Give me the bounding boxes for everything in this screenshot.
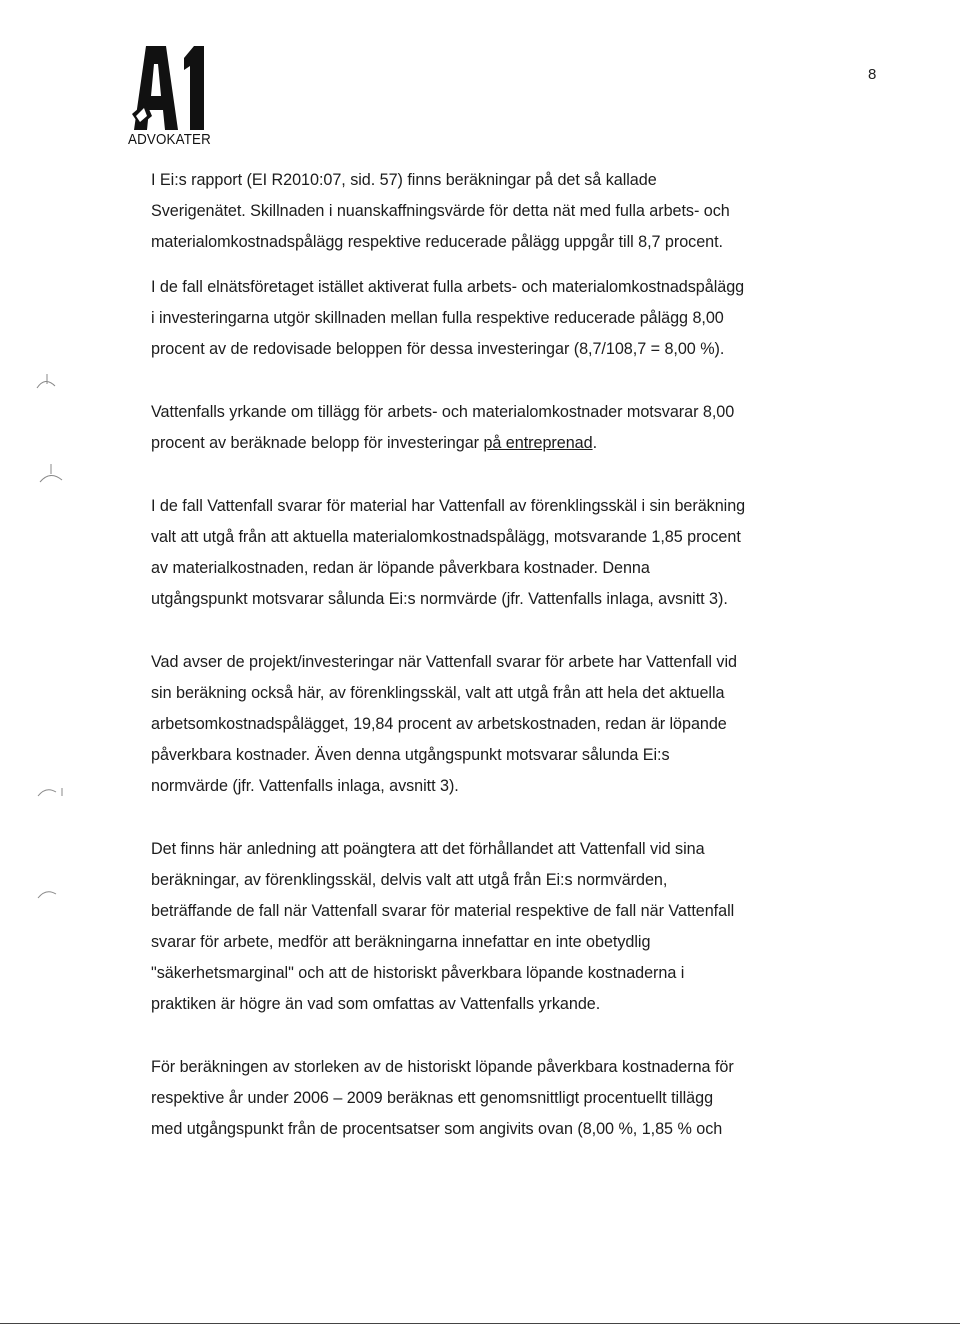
text-line: svarar för arbete, medför att beräkningarna innefattar en inte obetydlig bbox=[151, 933, 651, 951]
text-line: sin beräkning också här, av förenklingsskäl, valt att utgå från att hela det aktuella bbox=[151, 684, 725, 702]
paragraph bbox=[151, 397, 851, 459]
document-body bbox=[151, 165, 851, 1177]
text-line: respektive år under 2006 – 2009 beräknas ett genomsnittligt procentuellt tillägg bbox=[151, 1089, 714, 1107]
logo-wordmark: ADVOKATER bbox=[128, 132, 211, 148]
underlined-text: på entreprenad bbox=[483, 434, 593, 452]
company-logo bbox=[128, 44, 211, 154]
text-line: I Ei:s rapport (EI R2010:07, sid. 57) finns beräkningar på det så kallade bbox=[151, 171, 657, 189]
text-line: praktiken är högre än vad som omfattas av Vattenfalls yrkande. bbox=[151, 995, 601, 1013]
text-line: . bbox=[592, 434, 598, 452]
text-line: beträffande de fall när Vattenfall svarar för material respektive de fall när Vattenfall bbox=[151, 902, 735, 920]
text-line: i investeringarna utgör skillnaden mellan fulla respektive reducerade pålägg 8,00 bbox=[151, 309, 724, 327]
text-line: utgångspunkt motsvarar sålunda Ei:s normvärde (jfr. Vattenfalls inlaga, avsnitt 3). bbox=[151, 590, 728, 608]
text-line: med utgångspunkt från de procentsatser som angivits ovan (8,00 %, 1,85 % och bbox=[151, 1120, 723, 1138]
page-bottom-rule bbox=[0, 1323, 960, 1324]
a1-logo-mark bbox=[132, 44, 206, 130]
text-line: materialomkostnadspålägg respektive reducerade pålägg uppgår till 8,7 procent. bbox=[151, 233, 724, 251]
text-line: I de fall Vattenfall svarar för material har Vattenfall av förenklingsskäl i sin beräkning bbox=[151, 497, 746, 515]
margin-pencil-mark bbox=[36, 778, 66, 808]
paragraph bbox=[151, 272, 851, 365]
text-line: av materialkostnaden, redan är löpande påverkbara kostnader. Denna bbox=[151, 559, 650, 577]
text-line: arbetsomkostnadspålägget, 19,84 procent av arbetskostnaden, redan är löpande bbox=[151, 715, 727, 733]
text-line: Det finns här anledning att poängtera att det förhållandet att Vattenfall vid sina bbox=[151, 840, 705, 858]
paragraph bbox=[151, 165, 851, 258]
text-line: beräkningar, av förenklingsskäl, delvis valt att utgå från Ei:s normvärden, bbox=[151, 871, 668, 889]
text-line: normvärde (jfr. Vattenfalls inlaga, avsnitt 3). bbox=[151, 777, 459, 795]
text-line: För beräkningen av storleken av de historiskt löpande påverkbara kostnaderna för bbox=[151, 1058, 734, 1076]
margin-check-mark bbox=[38, 456, 68, 486]
text-line: påverkbara kostnader. Även denna utgångspunkt motsvarar sålunda Ei:s bbox=[151, 746, 670, 764]
text-line: I de fall elnätsföretaget istället aktiverat fulla arbets- och materialomkostnadspålägg bbox=[151, 278, 745, 296]
text-line: procent av beräknade belopp för investeringar bbox=[151, 434, 484, 452]
text-line: Vattenfalls yrkande om tillägg för arbets- och materialomkostnader motsvarar 8,00 bbox=[151, 403, 735, 421]
paragraph bbox=[151, 1052, 851, 1145]
margin-pencil-mark bbox=[36, 882, 66, 912]
text-line: procent av de redovisade beloppen för dessa investeringar (8,7/108,7 = 8,00 %). bbox=[151, 340, 725, 358]
text-line: valt att utgå från att aktuella materialomkostnadspålägg, motsvarande 1,85 procent bbox=[151, 528, 741, 546]
text-line: "säkerhetsmarginal" och att de historiskt påverkbara löpande kostnaderna i bbox=[151, 964, 685, 982]
text-line: Vad avser de projekt/investeringar när Vattenfall svarar för arbete har Vattenfall vid bbox=[151, 653, 737, 671]
paragraph bbox=[151, 491, 851, 615]
paragraph bbox=[151, 834, 851, 1020]
page-number: 8 bbox=[868, 66, 877, 83]
text-line: Sverigenätet. Skillnaden i nuanskaffningsvärde för detta nät med fulla arbets- och bbox=[151, 202, 730, 220]
paragraph bbox=[151, 647, 851, 802]
margin-check-mark bbox=[35, 366, 65, 396]
